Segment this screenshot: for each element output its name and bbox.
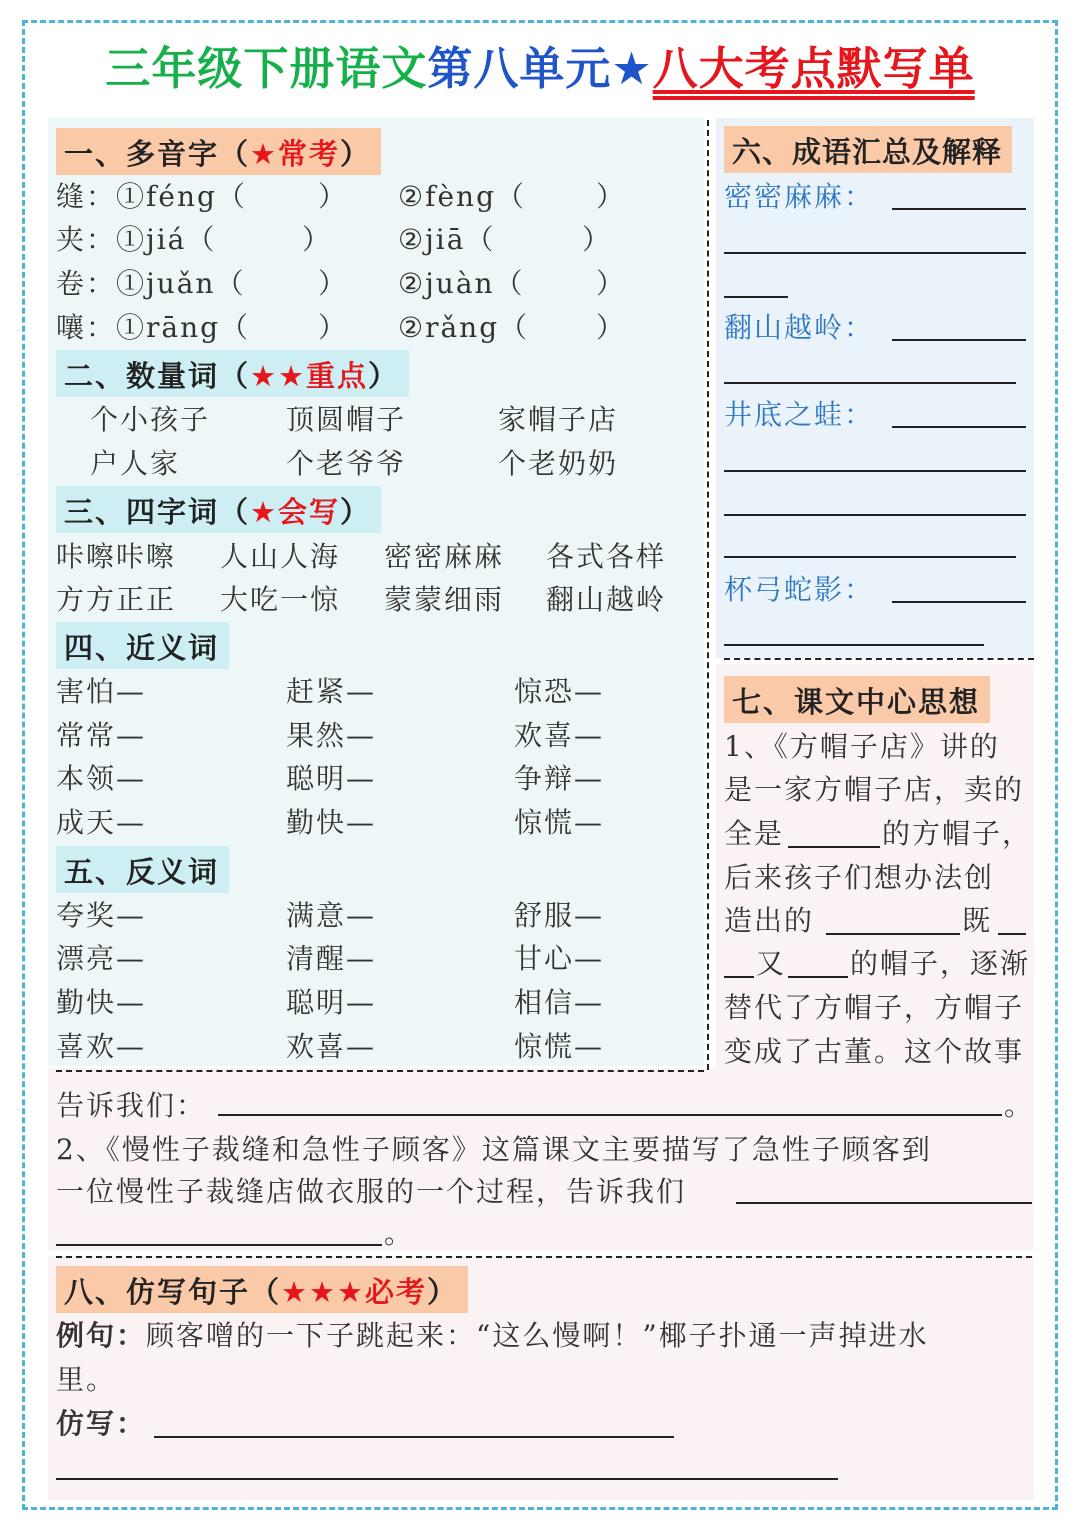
example-sentence: 里。 [56,1363,117,1396]
poly-close: ） [596,311,627,344]
section-8-heading: 八、仿写句子（★★★必考） [56,1266,468,1313]
section-7-heading: 七、课文中心思想 [724,676,990,723]
answer-line [724,644,984,646]
measure-word: 户人家 [90,447,181,480]
four-char-word: 大吃一惊 [220,583,341,616]
synonym-item: 常常— [56,719,147,752]
theme-text: 的帽子，逐渐 [850,947,1031,980]
poly-close: ） [318,180,349,213]
antonym-item: 喜欢— [56,1030,147,1063]
four-char-word: 各式各样 [546,540,667,573]
poly-row-3b: ②juàn（ [398,267,525,300]
synonym-item: 害怕— [56,675,147,708]
theme-text: 是一家方帽子店，卖的 [724,773,1025,806]
synonym-item: 本领— [56,762,147,795]
answer-line [998,933,1026,935]
poly-row-2b: ②jiā（ [398,223,496,256]
poly-close: ） [302,223,333,256]
answer-line [736,1202,1032,1204]
synonym-item: 赶紧— [286,675,377,708]
theme-text: 告诉我们： [56,1089,207,1122]
answer-line [724,470,1026,472]
poly-close: ） [318,311,349,344]
synonym-item: 果然— [286,719,377,752]
measure-word: 个小孩子 [90,403,211,436]
answer-line [724,382,1016,384]
idiom-term: 井底之蛙： [724,398,875,431]
synonym-item: 成天— [56,806,147,839]
answer-line [56,1244,382,1246]
section-1-heading: 一、多音字（★常考） [56,128,381,175]
synonym-item: 争辩— [514,762,605,795]
theme-text: 造出的 [724,904,815,937]
idiom-term: 杯弓蛇影： [724,573,875,606]
answer-line [892,601,1026,603]
synonym-item: 惊慌— [514,806,605,839]
answer-line [724,296,788,298]
section-4-heading: 四、近义词 [56,622,229,669]
answer-line [56,1478,838,1480]
antonym-item: 惊慌— [514,1030,605,1063]
antonym-item: 夸奖— [56,899,147,932]
answer-line [892,426,1026,428]
theme-text: 。 [384,1217,415,1250]
answer-line [892,339,1026,341]
theme-text: 2、《慢性子裁缝和急性子顾客》这篇课文主要描写了急性子顾客到 [56,1133,932,1166]
idiom-term: 翻山越岭： [724,311,875,344]
theme-text: 后来孩子们想办法创 [724,861,995,894]
antonym-item: 欢喜— [286,1030,377,1063]
answer-line [724,252,1026,254]
antonym-item: 甘心— [514,942,605,975]
answer-line [724,976,754,978]
answer-line [218,1114,1002,1116]
vertical-divider [707,120,709,1070]
antonym-item: 聪明— [286,986,377,1019]
four-char-word: 密密麻麻 [384,540,505,573]
theme-text: 变成了古董。这个故事 [724,1035,1025,1068]
antonym-item: 满意— [286,899,377,932]
theme-text: 替代了方帽子，方帽子 [724,991,1025,1024]
answer-line [724,556,1016,558]
imitate-label: 仿写： [56,1407,147,1440]
poly-row-4b: ②rǎng（ [398,311,530,344]
antonym-item: 清醒— [286,942,377,975]
four-char-word: 方方正正 [56,583,177,616]
four-char-word: 翻山越岭 [546,583,667,616]
divider-right [724,658,1034,660]
theme-text: 1、《方帽子店》讲的 [724,730,1000,763]
antonym-item: 勤快— [56,986,147,1019]
answer-line [724,514,1026,516]
answer-line [788,976,848,978]
measure-word: 个老爷爷 [286,447,407,480]
four-char-word: 咔嚓咔嚓 [56,540,177,573]
page-title: 三年级下册语文第八单元★八大考点默写单 [105,42,975,95]
synonym-item: 惊恐— [514,675,605,708]
antonym-item: 漂亮— [56,942,147,975]
poly-close: ） [582,223,613,256]
synonym-item: 欢喜— [514,719,605,752]
poly-row-4: 嚷：①rāng（ [56,311,251,344]
divider-sentence [56,1256,1032,1258]
answer-line [154,1436,674,1438]
poly-close: ） [596,180,627,213]
answer-line [892,208,1026,210]
antonym-item: 舒服— [514,899,605,932]
poly-row-2: 夹：①jiá（ [56,223,217,256]
antonym-item: 相信— [514,986,605,1019]
theme-text: 一位慢性子裁缝店做衣服的一个过程，告诉我们 [56,1175,687,1208]
synonym-item: 聪明— [286,762,377,795]
poly-row-3: 卷：①juǎn（ [56,267,246,300]
theme-text: 全是 [724,817,785,850]
idiom-term: 密密麻麻： [724,180,875,213]
synonym-item: 勤快— [286,806,377,839]
section-2-heading: 二、数量词（★★重点） [56,350,409,397]
answer-line [826,933,960,935]
divider-left-bottom [56,1070,704,1072]
section-6-heading: 六、成语汇总及解释 [724,126,1012,173]
poly-close: ） [596,267,627,300]
theme-text: 。 [1004,1089,1035,1122]
four-char-word: 人山人海 [220,540,341,573]
section-5-heading: 五、反义词 [56,846,229,893]
measure-word: 顶圆帽子 [286,403,407,436]
example-sentence: 例句：顾客噌的一下子跳起来：“这么慢啊！”椰子扑通一声掉进水 [56,1319,929,1352]
theme-text: 既 [962,904,993,937]
measure-word: 个老奶奶 [498,447,619,480]
poly-close: ） [318,267,349,300]
section-3-heading: 三、四字词（★会写） [56,486,381,533]
four-char-word: 蒙蒙细雨 [384,583,505,616]
measure-word: 家帽子店 [498,403,619,436]
poly-row-1: 缝：①féng（ [56,180,247,213]
poly-row-1b: ②fèng（ [398,180,526,213]
theme-text: 又 [756,947,787,980]
answer-line [788,846,880,848]
theme-text: 的方帽子， [882,817,1033,850]
